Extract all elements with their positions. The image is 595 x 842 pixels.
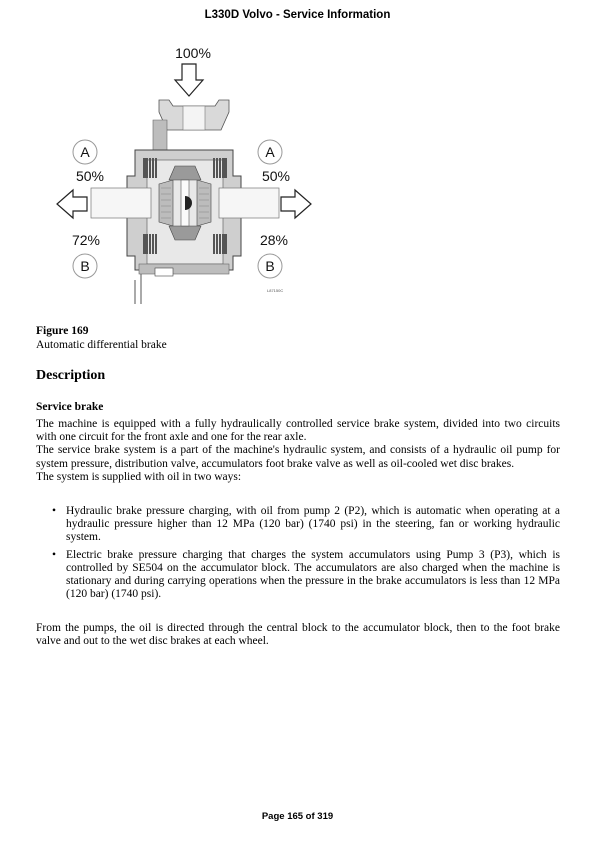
figure-number: Figure 169: [36, 325, 89, 337]
section-title: Description: [36, 368, 106, 383]
figure-caption: [36, 324, 167, 352]
paragraph: The service brake system is a part of the machine's hydraulic system, and consists of a hydraulic oil pump for system pressure, distribution valve, accumulators foot brake valve as well as oil-cooled wet disc brakes.: [36, 444, 560, 470]
page-number: Page 165 of 319: [261, 811, 334, 822]
figure-caption-text: Automatic differential brake: [36, 339, 167, 351]
pinion-shaft: [183, 106, 205, 130]
page-header: L330D Volvo - Service Information: [204, 9, 391, 21]
lower-pinion-gear: [169, 226, 201, 240]
label-a-right: A: [265, 144, 275, 160]
closing-paragraph: From the pumps, the oil is directed through the central block to the accumulator block, then to the foot brake valve and out to the wet disc brakes at each wheel.: [36, 622, 560, 648]
housing-bottom: [139, 264, 229, 274]
label-a-left: A: [80, 144, 90, 160]
image-code: L87150C: [267, 288, 284, 293]
bullet-item: • Hydraulic brake pressure charging, with oil from pump 2 (P2), which is automatic when operating at a hydraulic pressure higher than 12 MPa (120 bar) (1740 psi) in the steering, fan or working hydraulic system.: [52, 505, 560, 545]
label-top-percent: 100%: [175, 45, 211, 61]
subsection-title: Service brake: [36, 401, 104, 413]
paragraph: The system is supplied with oil in two ways:: [36, 470, 242, 483]
down-arrow-icon: [175, 64, 203, 96]
body-text: [36, 418, 560, 484]
label-b-right: B: [265, 258, 275, 274]
left-axle-shaft: [91, 188, 151, 218]
label-right-percent-top: 50%: [261, 168, 291, 184]
label-right-percent-bottom: 28%: [259, 232, 289, 248]
differential-brake-figure: [55, 38, 315, 310]
housing-flange-left: [153, 120, 167, 150]
upper-pinion-gear: [169, 166, 201, 180]
drain-plug: [155, 268, 173, 276]
bullet-list: [52, 505, 560, 605]
bullet-item: • Electric brake pressure charging that charges the system accumulators using Pump 3 (P3), which is controlled by SE504 on the accumulator block. The accumulators are also charged when the machine is stationary and during carrying operations when the pressure in the brake accumulators is less than 12 MPa (120 bar) (1740 psi).: [52, 549, 560, 602]
differential-brake-diagram: [55, 38, 315, 310]
brake-pipes: [135, 274, 141, 304]
right-axle-shaft: [219, 188, 279, 218]
label-left-percent-bottom: 72%: [71, 232, 101, 248]
label-left-percent-top: 50%: [75, 168, 105, 184]
right-arrow-icon: [281, 190, 311, 218]
left-arrow-icon: [57, 190, 87, 218]
label-b-left: B: [80, 258, 90, 274]
paragraph: The machine is equipped with a fully hydraulically controlled service brake system, divided into two circuits with one circuit for the front axle and one for the rear axle.: [36, 418, 560, 444]
